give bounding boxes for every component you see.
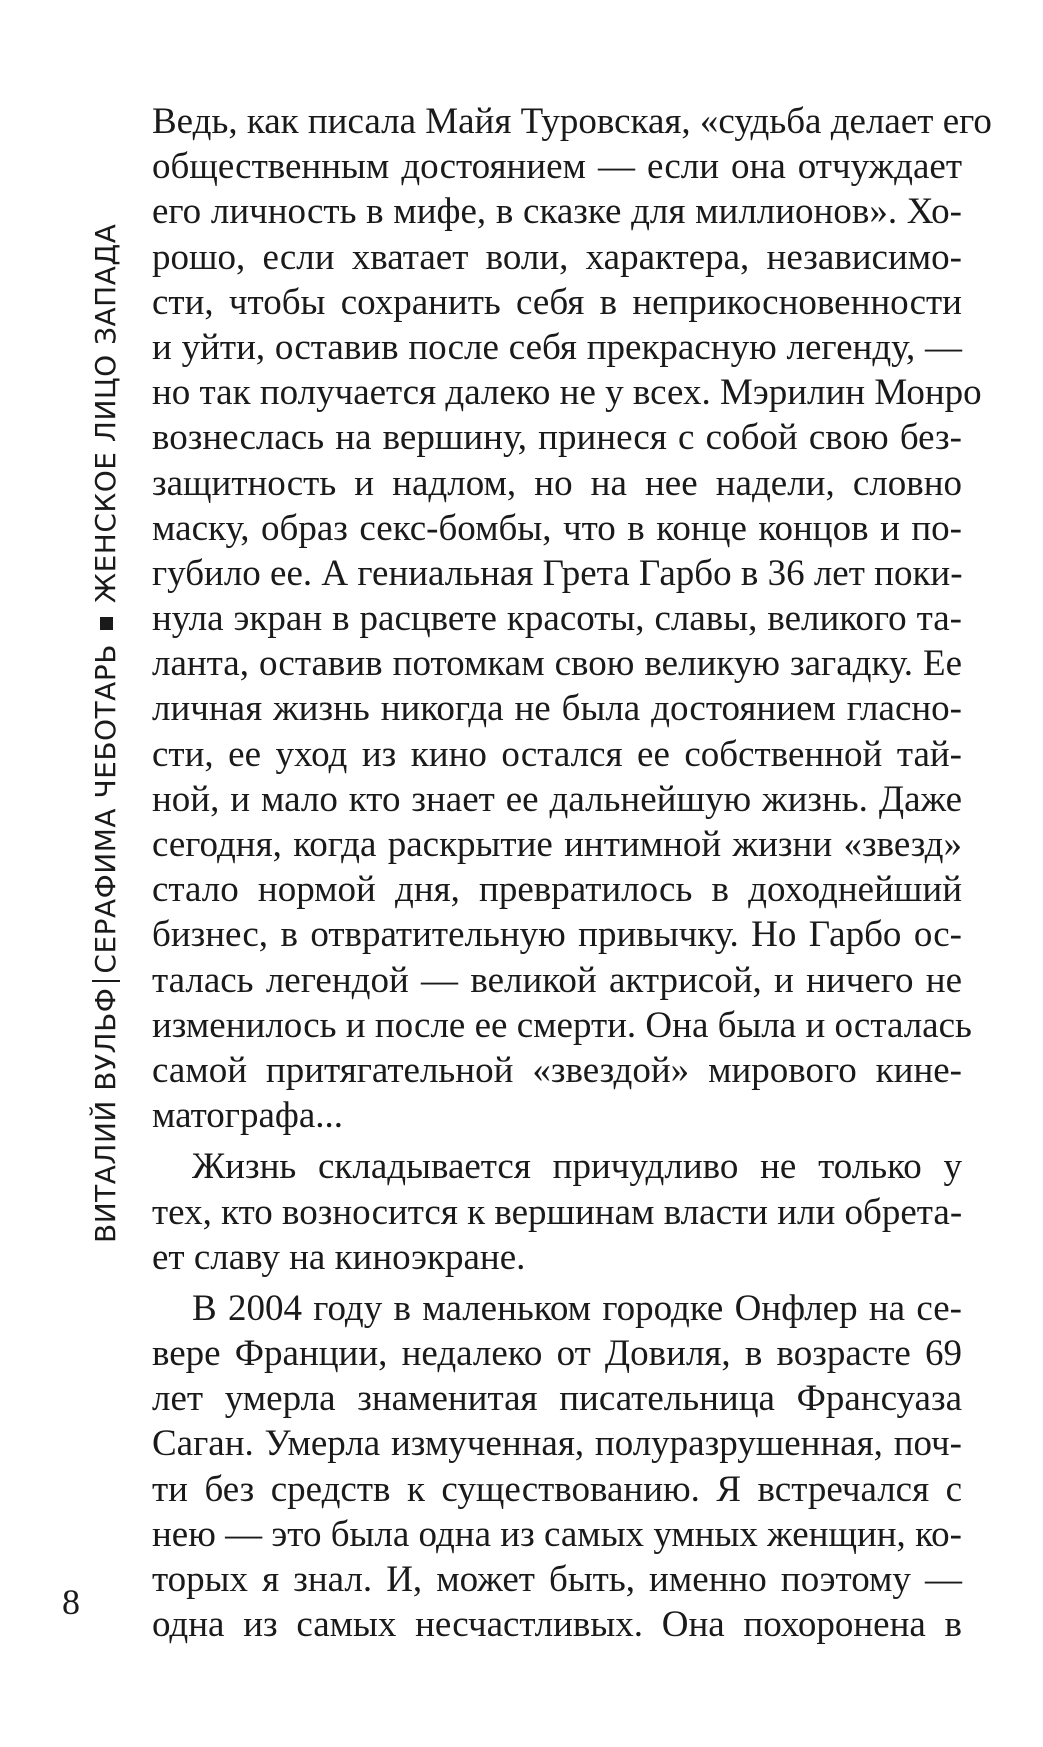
text-line: маску, образ секс-бомбы, что в конце концов и по- — [152, 507, 962, 549]
text-line: Жизнь складывается причудливо не только у — [192, 1146, 962, 1188]
running-head-separator — [92, 980, 120, 982]
body-text — [152, 99, 992, 1647]
text-line: вере Франции, недалеко от Довиля, в возрасте 69 — [152, 1333, 962, 1375]
text-line: общественным достоянием — если она отчуждает — [152, 146, 962, 188]
paragraph-2 — [152, 1144, 962, 1280]
text-line: сти, ее уход из кино остался ее собственной тай- — [152, 733, 962, 775]
running-head-title: ЖЕНСКОЕ ЛИЦО ЗАПАДА — [89, 223, 122, 604]
text-line: В 2004 году в маленьком городке Онфлер на се- — [192, 1287, 962, 1329]
text-line: ет славу на киноэкране. — [152, 1236, 526, 1278]
text-line: лет умерла знаменитая писательница Франсуаза — [152, 1378, 962, 1420]
text-line: сти, чтобы сохранить себя в неприкосновенности — [152, 281, 962, 323]
text-line: сегодня, когда раскрытие интимной жизни «звезд» — [152, 824, 962, 865]
text-line: стало нормой дня, превратилось в доходнейший — [152, 869, 962, 911]
text-line: но так получается далеко не у всех. Мэрилин Монро — [152, 372, 982, 414]
text-line: рошо, если хватает воли, характера, независимо- — [152, 236, 962, 278]
text-line: Саган. Умерла измученная, полуразрушенная, поч- — [152, 1423, 962, 1465]
square-bullet-icon — [100, 617, 113, 630]
text-line: ной, и мало кто знает ее дальнейшую жизнь. Даже — [152, 778, 962, 820]
text-line: изменилось и после ее смерти. Она была и осталась — [152, 1004, 972, 1046]
running-head — [84, 183, 128, 1243]
text-line: Ведь, как писала Майя Туровская, «судьба делает его — [152, 101, 992, 142]
running-head-authors: ВИТАЛИЙ ВУЛЬФ — [89, 987, 122, 1243]
text-line: нула экран в расцвете красоты, славы, великого та- — [152, 598, 962, 640]
text-line: талась легендой — великой актрисой, и ничего не — [152, 959, 962, 1001]
running-head-coauthor: СЕРАФИМА ЧЕБОТАРЬ — [89, 644, 122, 974]
text-line: вознеслась на вершину, принеся с собой свою без- — [152, 417, 962, 459]
text-line: торых я знал. И, может быть, именно поэтому — — [152, 1559, 962, 1600]
text-line: ланта, оставив потомкам свою великую загадку. Ее — [152, 643, 962, 685]
text-line: тех, кто возносится к вершинам власти или обрета- — [152, 1191, 963, 1233]
text-line: его личность в мифе, в сказке для миллионов». Хо- — [152, 191, 962, 233]
text-line: самой притягательной «звездой» мирового кине- — [152, 1049, 962, 1091]
text-line: бизнес, в отвратительную привычку. Но Гарбо ос- — [152, 914, 962, 956]
text-line: личная жизнь никогда не была достоянием гласно- — [152, 688, 962, 730]
text-line: защитность и надлом, но на нее надели, словно — [152, 462, 962, 504]
text-line: ти без средств к существованию. Я встречался с — [152, 1468, 962, 1510]
page-number: 8 — [62, 1582, 80, 1622]
text-line: одна из самых несчастливых. Она похоронена в — [152, 1604, 962, 1646]
paragraph-1 — [152, 99, 992, 1138]
text-line: нею — это была одна из самых умных женщин, ко- — [152, 1513, 962, 1555]
text-line: и уйти, оставив после себя прекрасную легенду, — — [152, 326, 962, 368]
text-line: матографа... — [152, 1095, 344, 1137]
paragraph-3 — [152, 1286, 962, 1648]
text-line: губило ее. А гениальная Грета Гарбо в 36 лет поки- — [152, 552, 963, 594]
